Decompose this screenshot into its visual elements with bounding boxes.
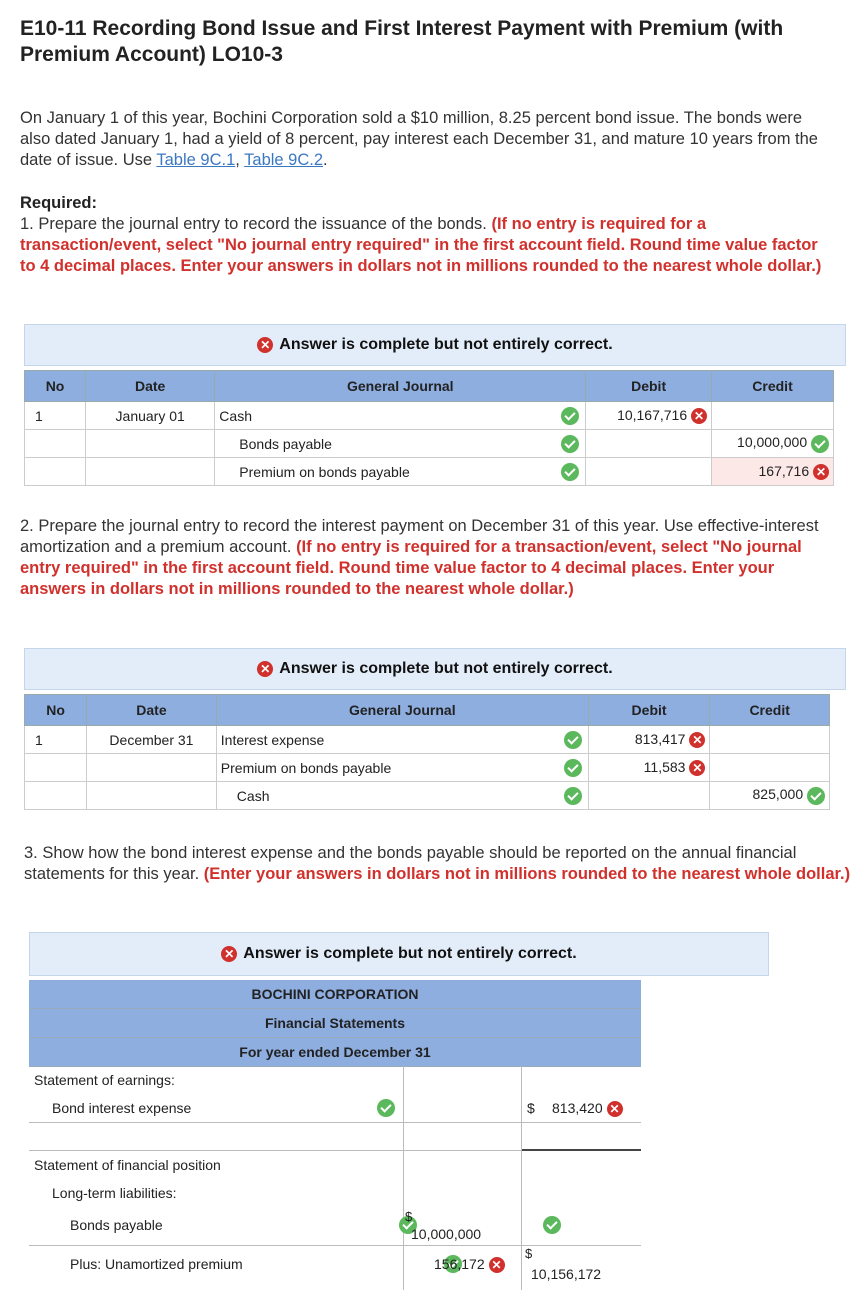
account-cell[interactable]: Interest expense — [216, 726, 588, 754]
incorrect-icon: ✕ — [691, 408, 707, 424]
check-icon — [564, 787, 582, 805]
account-cell[interactable]: Bonds payable — [215, 430, 586, 458]
underline — [522, 1149, 641, 1151]
check-icon — [564, 731, 582, 749]
bonds-payable-value[interactable]: 10,000,000 — [411, 1226, 482, 1242]
dollar-sign: $ — [405, 1209, 413, 1224]
check-icon — [811, 435, 829, 453]
debit-cell[interactable] — [588, 782, 710, 810]
intro-paragraph: On January 1 of this year, Bochini Corporation sold a $10 million, 8.25 percent bond issue. The bonds were also dated January 1, had a yield of 8 percent, pay interest each December 31, and mature 10 years from the date of issue. Use Table 9C.1, Table 9C.2. — [20, 109, 818, 169]
debit-cell[interactable]: 10,167,716 ✕ — [586, 402, 712, 430]
account-cell[interactable]: Premium on bonds payable — [215, 458, 586, 486]
bond-interest-label: Bond interest expense — [52, 1100, 192, 1116]
col-credit: Credit — [712, 371, 834, 402]
incorrect-icon: ✕ — [257, 661, 273, 677]
answer-banner-3: ✕ Answer is complete but not entirely correct. — [29, 932, 769, 976]
question-3: 3. Show how the bond interest expense and the bonds payable should be reported on the annual financial statements for this year. (Enter your answers in dollars not in millions rounded to the nearest whole dollar.) — [24, 844, 851, 883]
incorrect-icon: ✕ — [257, 337, 273, 353]
col-debit: Debit — [586, 371, 712, 402]
debit-cell[interactable] — [586, 430, 712, 458]
required-heading: Required: — [20, 194, 98, 212]
col-no: No — [25, 371, 86, 402]
credit-cell[interactable]: 167,716 ✕ — [712, 458, 834, 486]
premium-label: Plus: Unamortized premium — [70, 1256, 243, 1272]
credit-cell[interactable]: 10,000,000 — [712, 430, 834, 458]
entry-date: January 01 — [86, 402, 215, 430]
divider — [29, 1122, 641, 1123]
table-9c1-link[interactable]: Table 9C.1 — [156, 151, 236, 169]
check-icon — [561, 463, 579, 481]
check-icon — [564, 759, 582, 777]
account-cell[interactable]: Cash — [215, 402, 586, 430]
entry-no: 1 — [25, 726, 87, 754]
incorrect-icon: ✕ — [689, 732, 705, 748]
col-date: Date — [87, 695, 217, 726]
col-general-journal: General Journal — [216, 695, 588, 726]
check-icon — [561, 435, 579, 453]
question-1: 1. Prepare the journal entry to record the issuance of the bonds. (If no entry is required for a transaction/event, select "No journal entry required" in the first account field. Round time value factor to 4 decimal places. Enter your answers in dollars not in millions rounded to the nearest whole dollar.) — [20, 215, 822, 275]
divider — [403, 1066, 404, 1290]
incorrect-icon: ✕ — [221, 946, 237, 962]
statement-name: Financial Statements — [29, 1009, 641, 1038]
table-row — [25, 782, 830, 810]
ltl-label: Long-term liabilities: — [52, 1185, 177, 1201]
credit-cell[interactable]: 825,000 — [710, 782, 830, 810]
divider — [29, 1245, 641, 1246]
table-9c2-link[interactable]: Table 9C.2 — [244, 151, 324, 169]
exercise-title: E10-11 Recording Bond Issue and First Interest Payment with Premium (with Premium Account) LO10-3 — [20, 17, 784, 66]
entry-date: December 31 — [87, 726, 217, 754]
question-2: 2. Prepare the journal entry to record the interest payment on December 31 of this year. Use effective-interest amortization and a premium account. (If no entry is required for a transaction/event, select "No journal entry required" in the first account field. Round time value factor to 4 decimal places. Enter your answers in dollars not in millions rounded to the nearest whole dollar.) — [20, 517, 819, 598]
answer-banner-1: ✕ Answer is complete but not entirely correct. — [24, 324, 846, 366]
company-name: BOCHINI CORPORATION — [29, 980, 641, 1009]
check-icon — [377, 1099, 395, 1117]
credit-cell[interactable] — [710, 754, 830, 782]
premium-value[interactable]: 156,172 ✕ — [434, 1256, 505, 1273]
check-icon — [543, 1216, 561, 1234]
credit-cell[interactable] — [710, 726, 830, 754]
dollar-sign: $ — [525, 1246, 533, 1261]
journal-table-2 — [24, 694, 830, 810]
entry-no: 1 — [25, 402, 86, 430]
bonds-payable-label: Bonds payable — [70, 1217, 163, 1233]
check-icon — [807, 787, 825, 805]
table-row — [25, 430, 834, 458]
account-cell[interactable]: Cash — [216, 782, 588, 810]
incorrect-icon: ✕ — [689, 760, 705, 776]
dollar-sign: $ — [527, 1100, 535, 1116]
debit-cell[interactable]: 11,583 ✕ — [588, 754, 710, 782]
position-label: Statement of financial position — [34, 1157, 221, 1173]
account-cell[interactable]: Premium on bonds payable — [216, 754, 588, 782]
table-row — [25, 402, 834, 430]
table-row — [25, 754, 830, 782]
divider — [521, 1066, 522, 1290]
journal-table-1 — [24, 370, 834, 486]
credit-cell[interactable] — [712, 402, 834, 430]
earnings-label: Statement of earnings: — [34, 1072, 175, 1088]
table-row — [25, 458, 834, 486]
col-no: No — [25, 695, 87, 726]
col-credit: Credit — [710, 695, 830, 726]
col-general-journal: General Journal — [215, 371, 586, 402]
total-bonds-value[interactable]: 10,156,172 — [531, 1266, 602, 1282]
debit-cell[interactable] — [586, 458, 712, 486]
incorrect-icon: ✕ — [813, 464, 829, 480]
bond-interest-value[interactable]: 813,420 ✕ — [552, 1100, 623, 1117]
col-debit: Debit — [588, 695, 710, 726]
debit-cell[interactable]: 813,417 ✕ — [588, 726, 710, 754]
table-row — [25, 726, 830, 754]
incorrect-icon: ✕ — [607, 1101, 623, 1117]
statement-period: For year ended December 31 — [29, 1038, 641, 1067]
col-date: Date — [86, 371, 215, 402]
incorrect-icon: ✕ — [489, 1257, 505, 1273]
answer-banner-2: ✕ Answer is complete but not entirely correct. — [24, 648, 846, 690]
check-icon — [561, 407, 579, 425]
